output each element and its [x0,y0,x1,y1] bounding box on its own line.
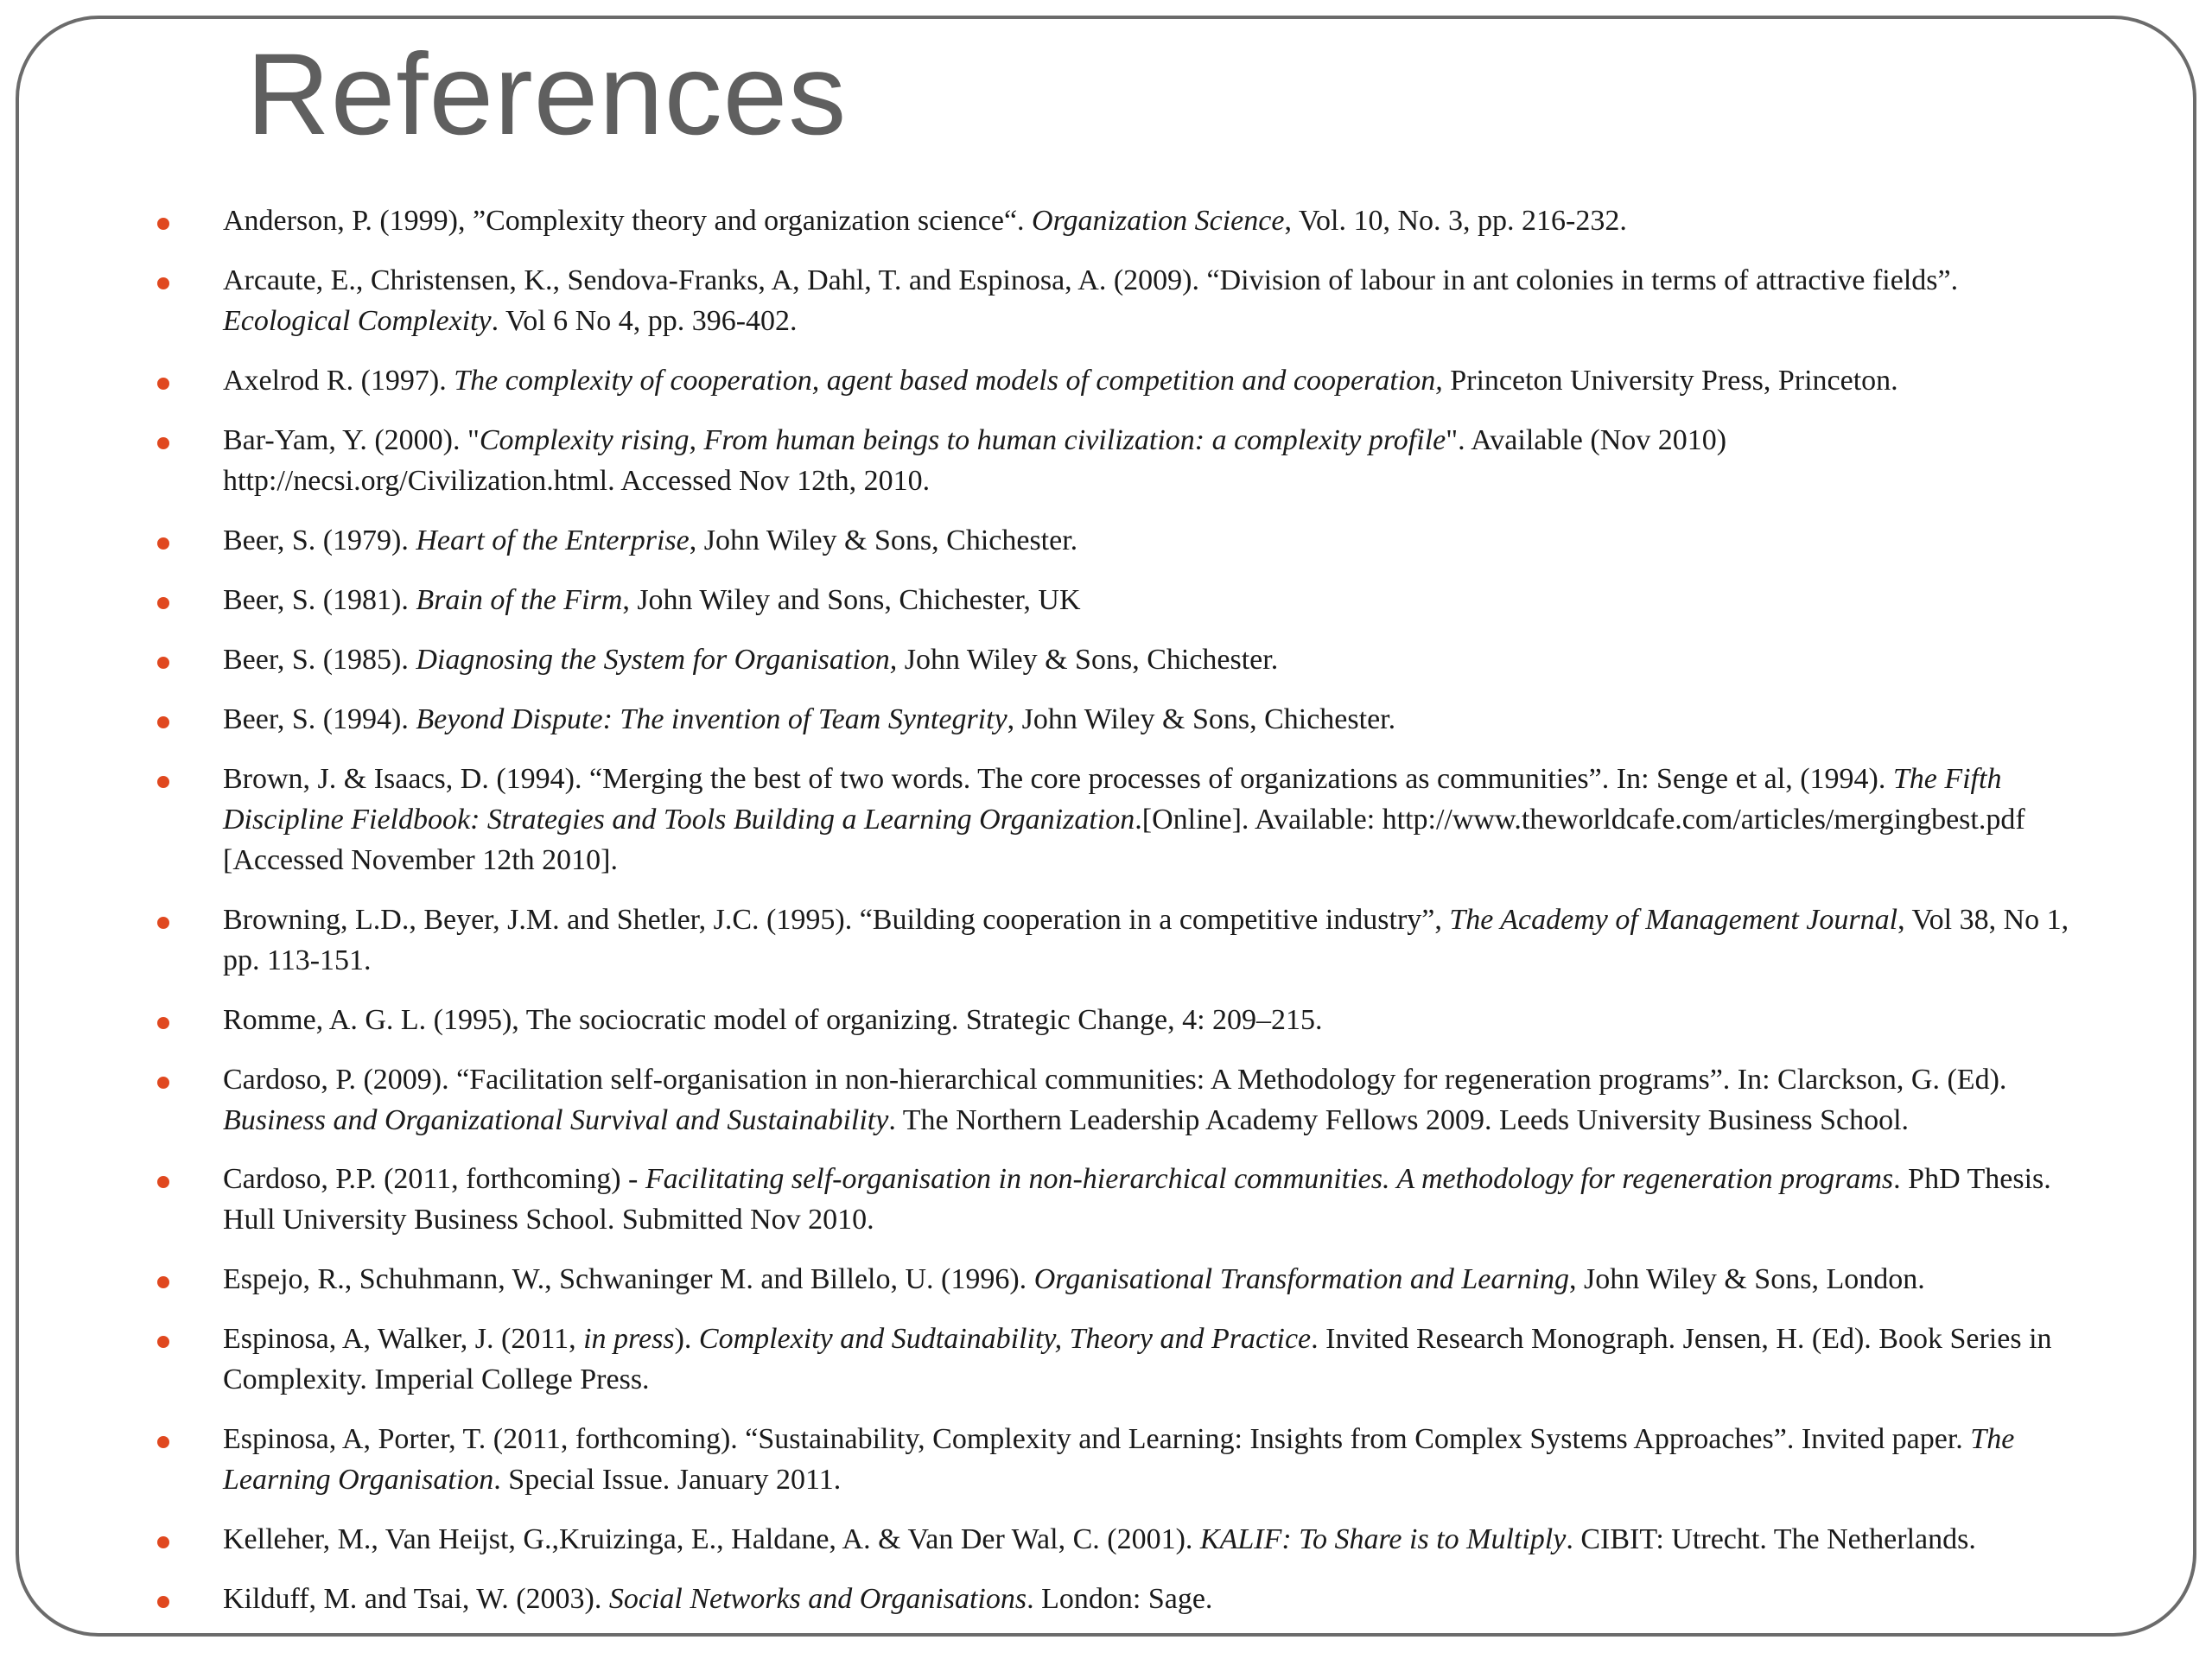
reference-italic-segment: The Fifth Discipline Fieldbook: Strategies and Tools Building a Learning Organization [223,763,2002,836]
reference-italic-segment: Beyond Dispute: The invention of Team Syntegrity [416,703,1007,735]
reference-segment: Anderson, P. (1999), ”Complexity theory and organization science“. [223,205,1033,237]
reference-text [223,1059,2081,1141]
bullet-icon [157,716,169,728]
bullet-icon [157,1276,169,1288]
reference-segment: Beer, S. (1985). [223,644,416,676]
reference-text [223,1159,2081,1240]
reference-segment: , Vol 38, No 1, pp. 113-151. [223,904,2069,976]
reference-segment: Axelrod R. (1997). [223,365,454,397]
reference-italic-segment: Organization Science [1032,205,1285,237]
reference-italic-segment: Organisational Transformation and Learning [1033,1263,1570,1295]
reference-segment: ". Available (Nov 2010) http://necsi.org/Civilization.html. Accessed Nov 12th, 2010. [223,424,1727,497]
reference-segment: Espinosa, A, Porter, T. (2011, forthcoming). “Sustainability, Complexity and Learning: Insights from Complex Systems Approaches”. Invited paper. [223,1423,1971,1455]
reference-text [223,1579,2081,1619]
reference-segment: Kilduff, M. and Tsai, W. (2003). [223,1583,609,1615]
reference-text [223,1319,2081,1400]
reference-italic-segment: Diagnosing the System for Organisation, [416,644,898,676]
reference-segment: . CIBIT: Utrecht. The Netherlands. [1566,1523,1976,1555]
reference-segment: . London: Sage. [1027,1583,1213,1615]
reference-italic-segment: Business and Organizational Survival and Sustainability [223,1104,889,1136]
reference-segment: ). [674,1323,699,1355]
bullet-icon [157,378,169,390]
bullet-icon [157,437,169,449]
reference-segment: Bar-Yam, Y. (2000). " [223,424,480,456]
reference-italic-segment: Complexity and Sudtainability, Theory and Practice [698,1323,1312,1355]
reference-italic-segment: KALIF: To Share is to Multiply [1199,1523,1567,1555]
reference-segment: . PhD Thesis. Hull University Business School. Submitted Nov 2010. [223,1163,2051,1236]
reference-text [223,699,2081,740]
reference-segment: . Invited Research Monograph. Jensen, H. (Ed). Book Series in Complexity. Imperial College Press. [223,1323,2052,1395]
bullet-icon [157,597,169,609]
reference-text [223,899,2081,981]
reference-segment: . The Northern Leadership Academy Fellows 2009. Leeds University Business School. [888,1104,1910,1136]
reference-segment: Kelleher, M., Van Heijst, G.,Kruizinga, E., Haldane, A. & Van Der Wal, C. (2001). [223,1523,1200,1555]
reference-italic-segment: The Learning Organisation [223,1423,2015,1496]
reference-segment: Espinosa, A, Walker, J. (2011, [223,1323,584,1355]
reference-segment: . Special Issue. January 2011. [493,1464,842,1496]
reference-italic-segment: Facilitating self-organisation in non-hierarchical communities. A methodology for regeneration programs [645,1163,1894,1195]
bullet-icon [157,657,169,669]
bullet-icon [157,218,169,230]
reference-text [223,759,2081,880]
bullet-icon [157,1077,169,1089]
bullet-icon [157,1596,169,1608]
reference-italic-segment: Brain of the Firm [416,584,623,616]
reference-italic-segment: The complexity of cooperation, agent based models of competition and cooperation, [454,365,1443,397]
reference-segment: Brown, J. & Isaacs, D. (1994). “Merging the best of two words. The core processes of organizations as communities”. In: Senge et al, (1994). [223,763,1893,795]
reference-segment: , Vol. 10, No. 3, pp. 216-232. [1284,205,1627,237]
reference-text [223,639,2081,680]
reference-text [223,200,2081,241]
bullet-icon [157,1536,169,1548]
reference-segment: , John Wiley & Sons, London. [1569,1263,1925,1295]
reference-text [223,1259,2081,1300]
reference-text [223,580,2081,620]
reference-text [223,1519,2081,1560]
reference-segment: , John Wiley & Sons, Chichester. [1007,703,1396,735]
reference-text [223,1000,2081,1040]
reference-text [223,420,2081,501]
reference-italic-segment: Ecological Complexity [223,305,492,337]
reference-segment: .[Online]. Available: http://www.theworldcafe.com/articles/mergingbest.pdf [Accessed November 12th 2010]. [223,804,2025,876]
reference-segment: Princeton University Press, Princeton. [1442,365,1898,397]
reference-segment: Cardoso, P.P. (2011, forthcoming) - [223,1163,645,1195]
reference-segment: . Vol 6 No 4, pp. 396-402. [491,305,798,337]
reference-segment: , John Wiley and Sons, Chichester, UK [622,584,1081,616]
reference-segment: Arcaute, E., Christensen, K., Sendova-Franks, A, Dahl, T. and Espinosa, A. (2009). “Division of labour in ant colonies in terms of attractive fields”. [223,264,1959,296]
bullet-icon [157,277,169,289]
bullet-icon [157,776,169,788]
reference-segment: Beer, S. (1981). [223,584,416,616]
bullet-icon [157,537,169,550]
bullet-icon [157,917,169,929]
reference-text [223,360,2081,401]
reference-text [223,520,2081,561]
reference-segment: Beer, S. (1979). [223,524,416,556]
reference-text [223,260,2081,341]
reference-text [223,1419,2081,1500]
reference-italic-segment: The Academy of Management Journal [1449,904,1898,936]
reference-segment: Romme, A. G. L. (1995), The sociocratic model of organizing. Strategic Change, 4: 209–215. [223,1004,1323,1036]
reference-italic-segment: in press [583,1323,675,1355]
bullet-icon [157,1336,169,1348]
reference-segment: John Wiley & Sons, Chichester. [897,644,1279,676]
bullet-icon [157,1436,169,1448]
slide-title: References [246,30,848,159]
reference-segment: Browning, L.D., Beyer, J.M. and Shetler, J.C. (1995). “Building cooperation in a competitive industry”, [223,904,1450,936]
bullet-icon [157,1176,169,1188]
reference-segment: Espejo, R., Schuhmann, W., Schwaninger M. and Billelo, U. (1996). [223,1263,1034,1295]
reference-italic-segment: Social Networks and Organisations [608,1583,1027,1615]
reference-italic-segment: Heart of the Enterprise [416,524,690,556]
reference-segment: Beer, S. (1994). [223,703,416,735]
bullet-icon [157,1017,169,1029]
reference-segment: , John Wiley & Sons, Chichester. [689,524,1078,556]
reference-italic-segment: Complexity rising, From human beings to human civilization: a complexity profile [479,424,1446,456]
reference-segment: Cardoso, P. (2009). “Facilitation self-organisation in non-hierarchical communities: A Methodology for regeneration programs”. In: Clarckson, G. (Ed). [223,1064,2007,1096]
